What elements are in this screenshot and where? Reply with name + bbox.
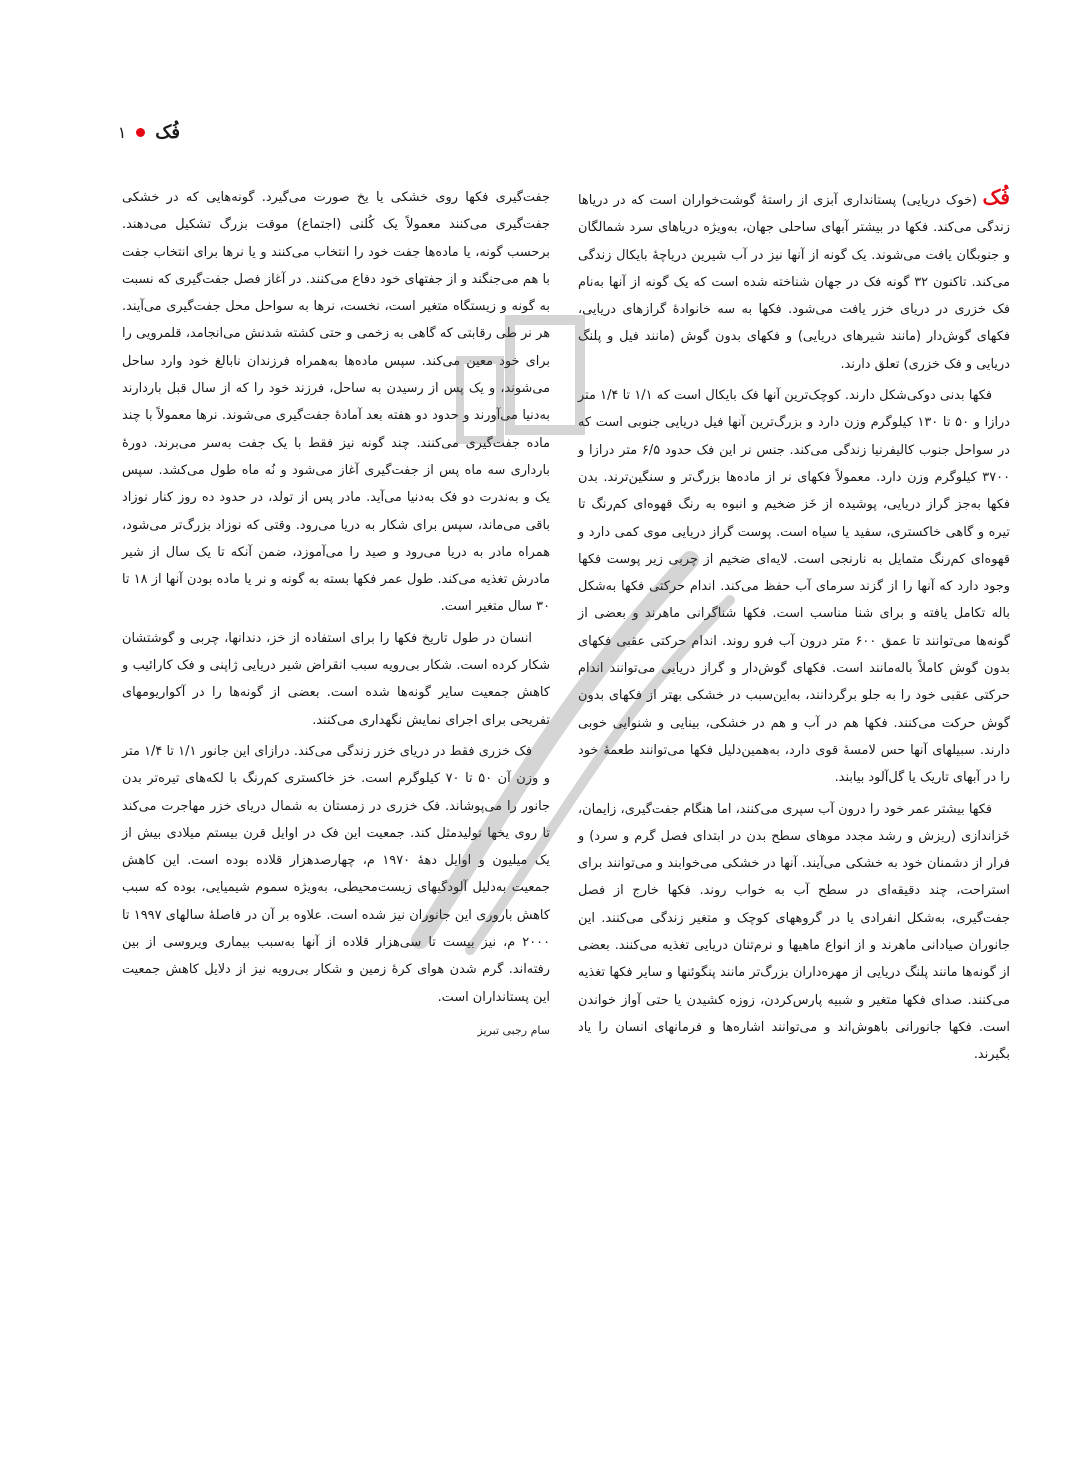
body-paragraph: فک خزری فقط در دریای خزر زندگی می‌کند. درازای این جانور ۱/۱ تا ۱/۴ متر و وزن آن ۵۰ تا ۷۰ کیلوگرم است. خز خاکستری کم‌رنگ با لکه‌های تیره‌تر بدن جانور را می‌پوشاند. فک خزری در زمستان به شمال دریای خزر مهاجرت می‌کند تا روی یخها تولیدمثل کند. جمعیت این فک در اوایل قرن بیستم میلادی بیش از یک میلیون و اوایل دههٔ ۱۹۷۰ م، چهارصدهزار قلاده بوده است. این کاهش جمعیت به‌دلیل آلودگیهای زیست‌محیطی، به‌ویژه سموم شیمیایی، بوده که سبب کاهش باروری این جانوران نیز شده است. علاوه بر آن در فاصلهٔ سالهای ۱۹۹۷ تا ۲۰۰۰ م، نیز بیست تا سی‌هزار قلاده از آنها به‌سبب بیماری ویروسی از بین رفته‌اند. گرم شدن هوای کرهٔ زمین و شکار بی‌رویه نیز از دلایل کاهش جمعیت این پستانداران است. [122, 743, 551, 1005]
page-header [118, 122, 180, 143]
entry-headword: فُک [982, 185, 1010, 209]
running-title: فُک [155, 122, 180, 143]
body-paragraph: فکها بدنی دوکی‌شکل دارند. کوچک‌ترین آنها فک بایکال است که ۱/۱ تا ۱/۴ متر درازا و ۵۰ تا ۱۳۰ کیلوگرم وزن دارد و بزرگ‌ترین آنها فیل دریایی جنوبی است که در سواحل جنوب کالیفرنیا زندگی می‌کند. جنس نر این فک حدود ۶/۵ متر درازا و ۳۷۰۰ کیلوگرم وزن دارد. معمولاً فکهای نر از ماده‌ها بزرگ‌تر و سنگین‌ترند. بدن فکها به‌جز گراز دریایی، پوشیده از خَز ضخیم و انبوه به رنگ قهوه‌ای کم‌رنگ تا تیره و گاهی خاکستری، سفید یا سیاه است. پوست گراز دریایی موی کمی دارد و قهوه‌ای کم‌رنگ متمایل به نارنجی است. لایه‌ای ضخیم از چربی زیر پوست فکها وجود دارد که آنها را از گزند سرمای آب حفظ می‌کند. اندام حرکتی فکها به‌شکل باله تکامل یافته و برای شنا مناسب است. فکها شناگرانی ماهرند و بعضی از گونه‌ها می‌توانند تا عمق ۶۰۰ متر درون آب فرو روند. اندام حرکتی عقبی فکهای بدون گوش کاملاً باله‌مانند است. فکهای گوش‌دار و گراز دریایی می‌توانند اندام حرکتی عقبی خود را به جلو برگردانند، به‌این‌سبب در خشکی بهتر از فکهای بدون گوش حرکت می‌کنند. فکها هم در آب و هم در خشکی، بینایی و شنوایی خوبی دارند. سبیلهای آنها حس لامسهٔ قوی دارد، به‌همین‌دلیل فکها می‌توانند طعمهٔ خود را در آبهای تاریک یا گل‌آلود بیابند. [578, 388, 1011, 786]
right-column [578, 184, 1010, 1073]
left-column [122, 184, 550, 1048]
body-paragraph: جفت‌گیری فکها روی خشکی یا یخ صورت می‌گیرد. گونه‌هایی که در خشکی جفت‌گیری می‌کنند معمولاً یک کُلنی (اجتماع) موقت بزرگ تشکیل می‌دهند. برحسب گونه، یا ماده‌ها جفت خود را انتخاب می‌کنند و یا نرها برای انتخاب جفت با هم می‌جنگند و از جفتهای خود دفاع می‌کنند. در آغاز فصل جفت‌گیری که نسبت به گونه و زیستگاه متغیر است، نخست، نرها به سواحل محل جفت‌گیری می‌آیند. هر نر طی رقابتی که گاهی به زخمی و حتی کشته شدنش می‌انجامد، قلمرویی را برای خود معین می‌کند. سپس ماده‌ها به‌همراه فرزندان نابالغ خود وارد ساحل می‌شوند، و یک پس از رسیدن به ساحل، فرزند خود را که از سال قبل باردارند به‌دنیا می‌آورند و حدود دو هفته بعد آمادهٔ جفت‌گیری می‌شوند. نرها معمولاً با چند ماده جفت‌گیری می‌کنند. چند گونه نیز فقط با یک جفت به‌سر می‌برند. دورهٔ بارداری سه ماه پس از جفت‌گیری آغاز می‌شود و نُه ماه طول می‌کشد. سپس یک و به‌ندرت دو فک به‌دنیا می‌آید. مادر پس از تولد، در حدود ده روز کنار نوزاد باقی می‌ماند، سپس برای شکار به دریا می‌رود. وقتی که نوزاد بزرگ‌تر می‌شود، همراه مادر به دریا می‌رود و صید را می‌آموزد، ضمن آنکه تا یک سال از شیر مادرش تغذیه می‌کند. طول عمر فکها بسته به گونه و نر یا ماده بودن آنها از ۱۸ تا ۳۰ سال متغیر است. [122, 190, 550, 615]
author-credit: سام رجبی تبریز [477, 1023, 550, 1037]
body-paragraph: انسان در طول تاریخ فکها را برای استفاده از خز، دندانها، چربی و گوشتشان شکار کرده است. شکار بی‌رویه سبب انقراض شیر دریایی ژاپنی و فک کارائیب و کاهش جمعیت سایر گونه‌ها شده است. بعضی از گونه‌ها را در آکواریومهای تفریحی برای اجرای نمایش نگهداری می‌کنند. [122, 630, 550, 728]
body-paragraph: فکها بیشتر عمر خود را درون آب سپری می‌کنند، اما هنگام جفت‌گیری، زایمان، خَزاندازی (ریزش و رشد مجدد موهای سطح بدن در ابتدای فصل گرم و سرد) و فرار از دشمنان خود به خشکی می‌آیند. آنها در خشکی می‌خوابند و می‌توانند برای استراحت، چند دقیقه‌ای در سطح آب به خواب روند. فکها خارج از فصل جفت‌گیری، به‌شکل انفرادی یا در گروههای کوچک و متغیر زندگی می‌کنند. این جانوران صیادانی ماهرند و از انواع ماهیها و نرم‌تنان دریایی تغذیه می‌کنند. بعضی از گونه‌ها مانند پلنگ دریایی از مهره‌داران بزرگ‌تر مانند پنگوئنها و سایر فکها تغذیه می‌کنند. صدای فکها متغیر و شبیه پارس‌کردن، زوزه کشیدن یا حتی آواز خواندن است. فکها جانورانی باهوش‌اند و می‌توانند اشاره‌ها و فرمانهای انسان را یاد بگیرند. [578, 801, 1010, 1063]
entry-intro-paragraph [578, 184, 1010, 378]
page-number: ۱ [117, 123, 127, 142]
intro-text: (خوک دریایی) پستانداری آبزی از راستهٔ گوشت‌خواران است که در دریاها زندگی می‌کند. فکها در بیشتر آبهای ساحلی جهان، به‌ویژه دریاهای سرد شمالگان و جنوبگان یافت می‌شوند. یک گونه از آنها نیز در آب شیرین دریاچهٔ بایکال زندگی می‌کند. تاکنون ۳۲ گونه فک در جهان شناخته شده است که یک گونه از آنها به‌نام فک خزری در دریای خزر یافت می‌شود. فکها به سه خانوادهٔ گرازهای دریایی، فکهای گوش‌دار (مانند شیرهای دریایی) و فکهای بدون گوش (مانند فیل و پلنگ دریایی و فک خزری) تعلق دارند. [578, 193, 1010, 372]
red-dot-icon [136, 128, 145, 137]
